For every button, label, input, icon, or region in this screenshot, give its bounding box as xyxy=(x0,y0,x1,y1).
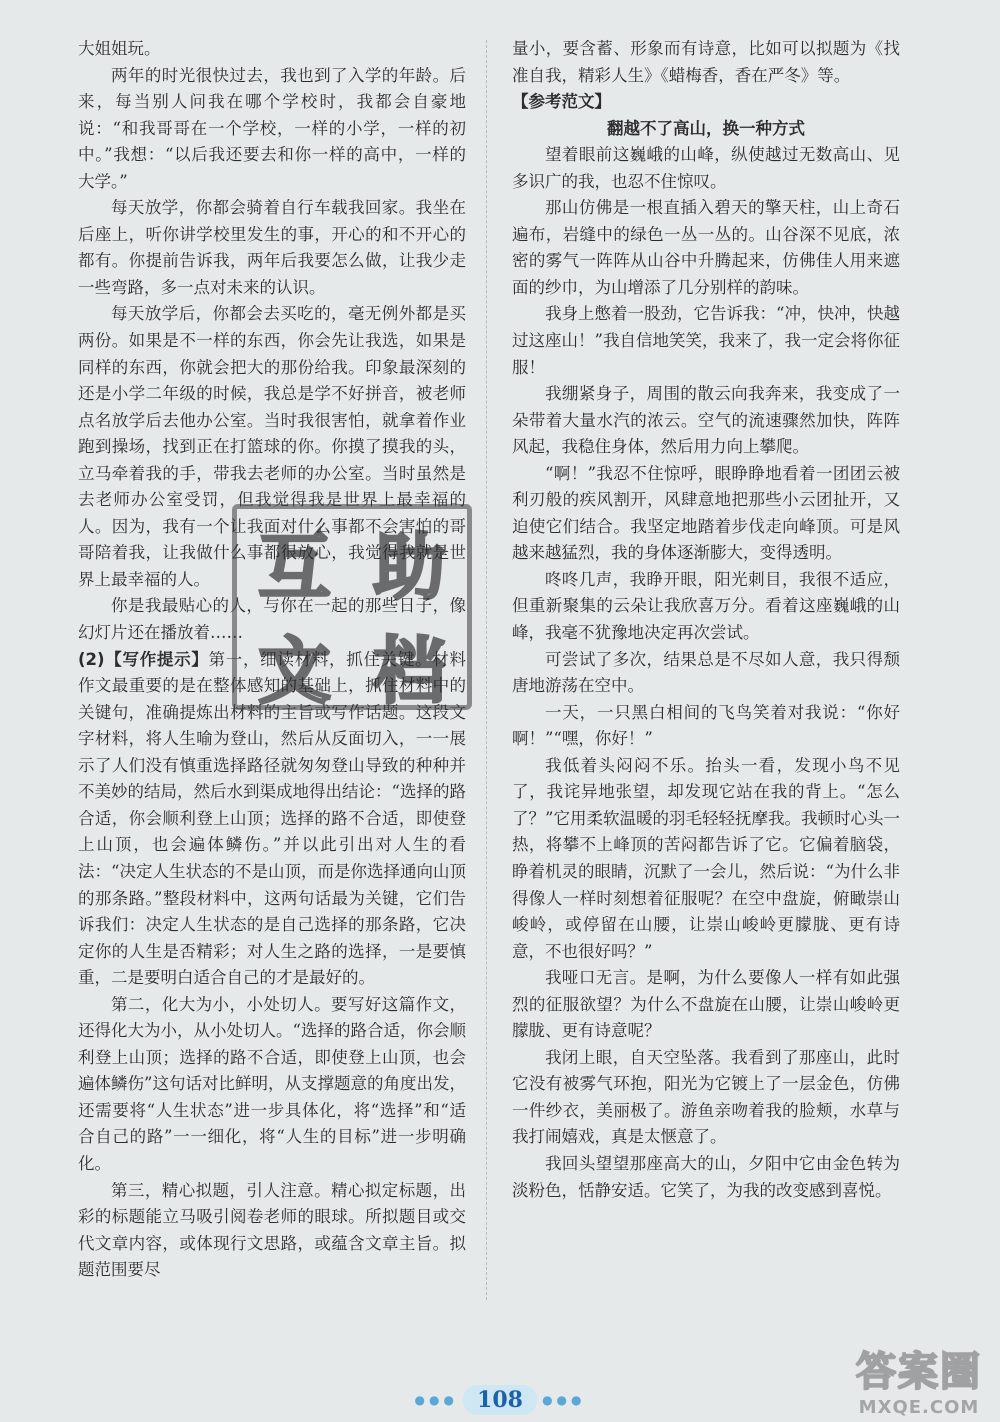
essay-paragraph: 我回头望望那座高大的山，夕阳中它由金色转为淡粉色，恬静安适。它笑了，为我的改变感到喜悦。 xyxy=(512,1153,900,1200)
essay-paragraph: 望着眼前这巍峨的山峰，纵使越过无数高山、见多识广的我，也忍不住惊叹。 xyxy=(512,145,900,191)
column-divider xyxy=(486,40,487,1300)
essay-paragraph: 我哑口无言。是啊，为什么要像人一样有如此强烈的征服欲望？为什么不盘旋在山腰，让崇山峻岭更朦胧、更有诗意呢？ xyxy=(512,968,900,1041)
watermark-stamp xyxy=(232,504,472,713)
stamp-char: 文 xyxy=(258,629,331,713)
paragraph: 每天放学，你都会骑着自行车载我回家。我坐在后座上，听你讲学校里发生的事，开心的和不开心的都有。你提前告诉我，两年后我要怎么做，让我少走一些弯路，多一点对未来的认识。 xyxy=(78,198,466,297)
essay-paragraph: 一天，一只黑白相间的飞鸟笑着对我说：“你好啊！”“嘿，你好！” xyxy=(512,702,900,749)
essay-paragraph: 咚咚几声，我睁开眼，阳光刺目，我很不适应，但重新聚集的云朵让我欣喜万分。看着这座巍峨的山峰，我毫不犹豫地决定再次尝试。 xyxy=(512,569,900,643)
paragraph: 两年的时光很快过去，我也到了入学的年龄。后来，每当别人问我在哪个学校时，我都会自豪地说：“和我哥哥在一个学校，一样的小学，一样的初中。”我想：“以后我还要去和你一样的高中，一样的大学。” xyxy=(78,65,466,191)
essay-paragraph: 我低着头闷闷不乐。抬头一看，发现小鸟不见了，我诧异地张望，却发现它站在我的背上。“怎么了？”它用柔软温暖的羽毛轻轻抚摩我。我顿时心头一热，将攀不上峰顶的苦闷都告诉了它。它偏着脑袋，睁着机灵的眼睛，沉默了一会儿，然后说：“为什么非得像人一样时刻想着征服呢？在空中盘旋，俯瞰崇山峻岭，或停留在山腰，让崇山峻岭更朦胧、更有诗意，不也很好吗？” xyxy=(512,755,900,961)
footer-dots-left: ●●● xyxy=(414,1393,458,1407)
stamp-char: 助 xyxy=(373,525,446,609)
writing-tips-text: 第一，细读材料，抓住关键。材料作文最重要的是在整体感知的基础上，抓住材料中的关键句，准确提炼出材料的主旨或写作话题。这段文字材料，将人生喻为登山，然后从反面切入，一一展示了人们没有慎重选择路径就匆匆登山导致的种种并不美妙的结局，然后水到渠成地得出结论：“选择的路合适，你会顺利登上山顶；选择的路不合适，即使登上山顶，也会遍体鳞伤。”并以此引出对人生的看法：“决定人生状态的不是山顶，而是你选择通向山顶的那条路。”整段材料中，这两句话最为关键，它们告诉我们：决定人生状态的是自己选择的那条路，它决定你的人生是否精彩；对人生之路的选择，一是要慎重，二是要明白适合自己的才是最好的。 xyxy=(78,649,466,988)
paragraph: 大姐姐玩。 xyxy=(78,39,161,58)
watermark-logo-text: 答案圈 xyxy=(856,1349,982,1395)
paragraph: 你是我最贴心的人，与你在一起的那些日子，像幻灯片还在播放着…… xyxy=(78,596,466,643)
essay-paragraph: 那山仿佛是一根直插入碧天的擎天柱，山上奇石遍布，岩缝中的绿色一丛一丛的。山谷深不见底，浓密的雾气一阵阵从山谷中升腾起来，仿佛佳人用来遮面的纱巾，为山增添了几分别样的韵味。 xyxy=(512,198,900,297)
stamp-char: 档 xyxy=(373,629,446,713)
watermark-url: MXQE.COM xyxy=(858,1397,980,1418)
paragraph: 每天放学后，你都会去买吃的，毫无例外都是买两份。如果是不一样的东西，你会先让我选，如果是同样的东西，你就会把大的那份给我。印象最深刻的还是小学二年级的时候，我总是学不好拼音，被老师点名放学后去他办公室。当时我很害怕，就拿着作业跑到操场，找到正在打篮球的你。你摸了摸我的头，立马牵着我的手，带我去老师的办公室。当时虽然是去老师办公室受罚，但我觉得我是世界上最幸福的人。因为，我有一个让我面对什么事都不会害怕的哥哥陪着我，让我做什么事都很放心，我觉得我就是世界上最幸福的人。 xyxy=(78,304,466,589)
paragraph: 第二，化大为小，小处切人。要写好这篇作文，还得化大为小，从小处切人。“选择的路合适，你会顺利登上山顶；选择的路不合适，即使登上山顶，也会遍体鳞伤”这句话对比鲜明，从支撑题意的角度出发，还需要将“人生状态”进一步具体化，将“选择”和“适合自己的路”一一细化，将“人生的目标”进一步明确化。 xyxy=(78,994,466,1173)
paragraph: 第三，精心拟题，引人注意。精心拟定标题，出彩的标题能立马吸引阅卷老师的眼球。所拟题目或交代文章内容，或体现行文思路，或蕴含文章主旨。拟题范围要尽 xyxy=(78,1180,466,1280)
essay-title: 翻越不了高山，换一种方式 xyxy=(607,118,805,138)
page-number: 108 xyxy=(463,1385,537,1415)
paragraph: 量小，要含蓄、形象而有诗意，比如可以拟题为《找准自我，精彩人生》《蜡梅香，香在严冬》等。 xyxy=(512,39,900,85)
site-watermark xyxy=(856,1340,982,1418)
essay-paragraph: 我身上憋着一股劲，它告诉我：“冲，快冲，快越过这座山！”我自信地笑笑，我来了，我一定会将你征服！ xyxy=(512,304,900,377)
stamp-char: 互 xyxy=(258,525,331,609)
reference-essay-label: 【参考范文】 xyxy=(512,92,611,112)
essay-paragraph: 我闭上眼，自天空坠落。我看到了那座山，此时它没有被雾气环抱，阳光为它镀上了一层金色，仿佛一件纱衣，美丽极了。游鱼亲吻着我的脸颊，水草与我打闹嬉戏，真是太惬意了。 xyxy=(512,1047,900,1147)
essay-paragraph: 可尝试了多次，结果总是不尽如人意，我只得颓唐地游荡在空中。 xyxy=(512,649,900,696)
writing-tips-label: (2)【写作提示】 xyxy=(78,649,209,669)
essay-paragraph: 我绷紧身子，周围的散云向我奔来，我变成了一朵带着大量水汽的浓云。空气的流速骤然加快，阵阵风起，我稳住身体，然后用力向上攀爬。 xyxy=(512,384,900,457)
essay-paragraph: “啊！”我忍不住惊呼，眼睁睁地看着一团团云被利刃般的疾风割开，风肆意地把那些小云团扯开，又迫使它们结合。我坚定地踏着步伐走向峰顶。可是风越来越猛烈，我的身体逐渐膨大，变得透明。 xyxy=(512,463,900,563)
right-column xyxy=(512,36,900,1204)
footer-dots-right: ●●● xyxy=(542,1393,586,1407)
page-footer xyxy=(0,1385,1000,1415)
